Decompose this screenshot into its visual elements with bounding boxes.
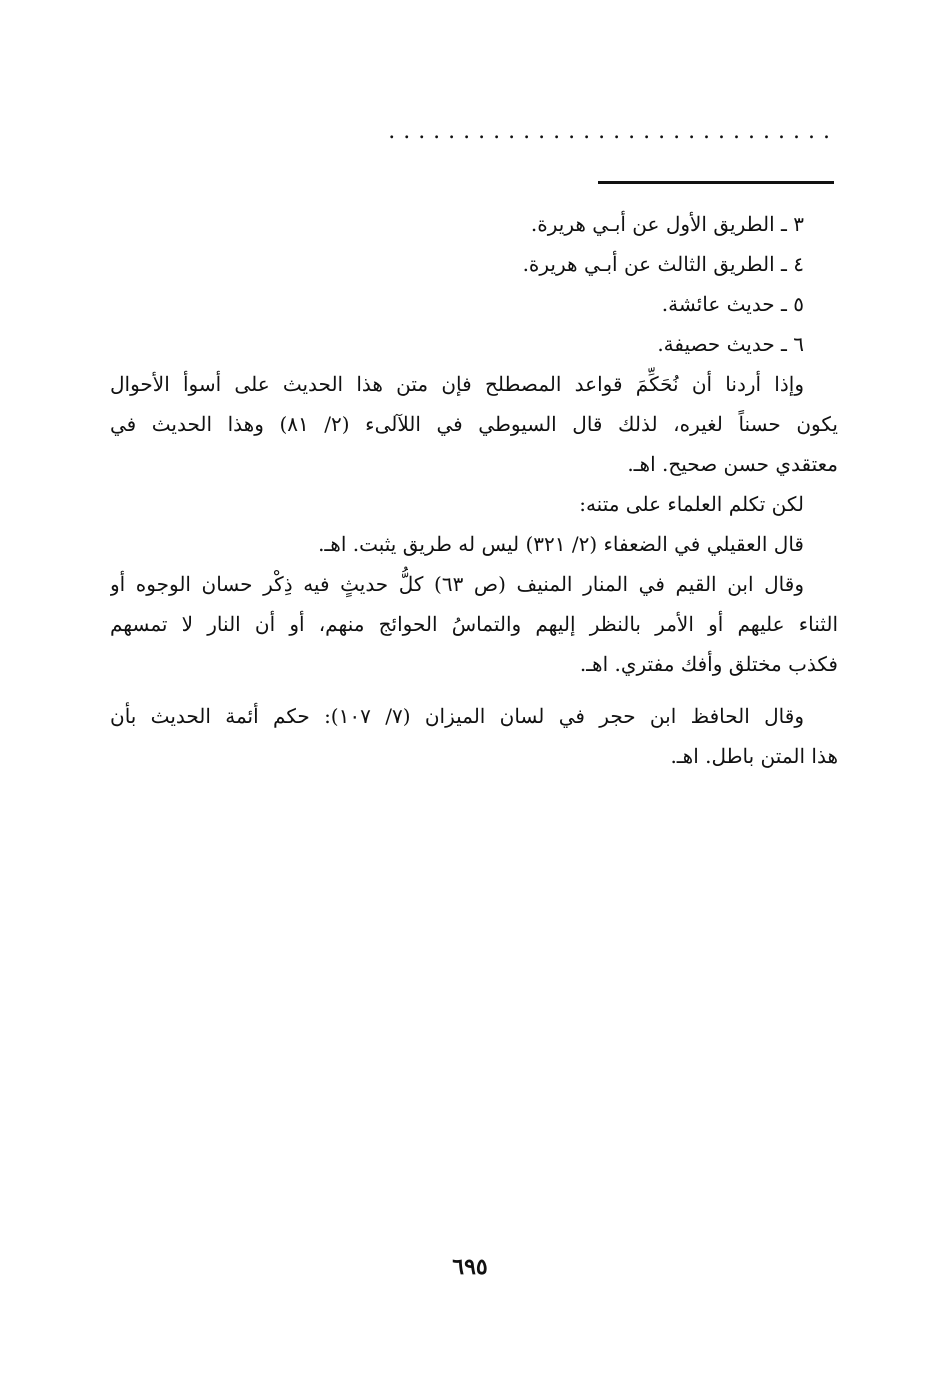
list-item: ٣ ـ الطريق الأول عن أبـي هريرة. — [530, 212, 804, 236]
list-item: ٥ ـ حديث عائشة. — [661, 292, 804, 316]
list-item: ٦ ـ حديث حصيفة. — [657, 332, 804, 356]
paragraph-line: وقال الحافظ ابن حجر في لسان الميزان (٧/ ١٠٧): حكم أئمة الحديث بأن — [110, 704, 804, 728]
footnote-rule — [598, 181, 834, 184]
paragraph-line: وقال ابن القيم في المنار المنيف (ص ٦٣) كلُّ حديثٍ فيه ذِكْر حسان الوجوه أو — [110, 572, 804, 596]
paragraph-line: فكذب مختلق وأفك مفتري. اهـ. — [579, 652, 838, 676]
paragraph-line: لكن تكلم العلماء على متنه: — [579, 492, 804, 516]
paragraph-line: الثناء عليهم أو الأمر بالنظر إليهم والتماسُ الحوائج منهم، أو أن النار لا تمسهم — [110, 612, 838, 636]
page-number: ٦٩٥ — [452, 1254, 488, 1280]
separator-dots: .............................. — [388, 124, 838, 140]
paragraph-line: هذا المتن باطل. اهـ. — [670, 744, 838, 768]
paragraph-line: وإذا أردنا أن نُحَكِّمَ قواعد المصطلح فإن متن هذا الحديث على أسوأ الأحوال — [110, 372, 804, 396]
list-item: ٤ ـ الطريق الثالث عن أبـي هريرة. — [522, 252, 804, 276]
main-text — [110, 204, 838, 776]
paragraph-line: قال العقيلي في الضعفاء (٢/ ٣٢١) ليس له طريق يثبت. اهـ. — [318, 532, 804, 556]
paragraph-line: يكون حسناً لغيره، لذلك قال السيوطي في اللآلىء (٢/ ٨١) وهذا الحديث في — [110, 412, 838, 436]
paragraph-line: معتقدي حسن صحيح. اهـ. — [627, 452, 838, 476]
